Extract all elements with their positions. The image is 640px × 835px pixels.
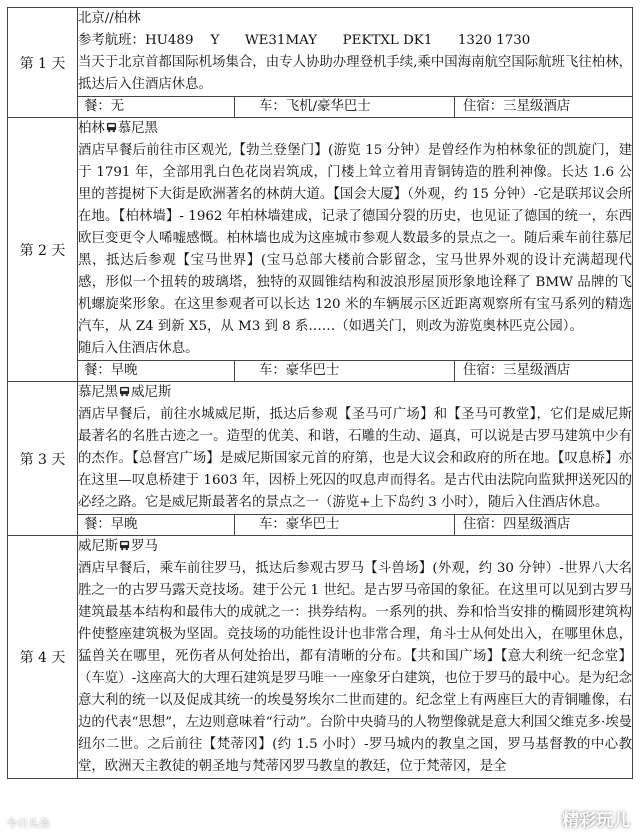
- day-3-route-to: 威尼斯: [131, 385, 172, 400]
- day-4-content-row: [8, 536, 633, 779]
- day-4-description: 酒店早餐后，乘车前往罗马，抵达后参观古罗马【斗兽场】(外观，约 30 分钟）-世界八大名胜之一的古罗马露天竞技场。建于公元 1 世纪。是古罗马帝国的象征。在这里可以见到古罗马建筑最基本结构和最伟大的成就之一：拱券结构。一系列的拱、券和恰当安排的椭圆形建筑构件使整座建筑极为坚固。竞技场的功能性设计也非常合理，角斗士从何处出入，在哪里休息，猛兽关在哪里，死伤者从何处抬出，都有清晰的分布。【共和国广场】【意大利统一纪念堂】（车览）-这座高大的大理石建筑是罗马唯一一座象牙白建筑，也位于罗马的最中心。是为纪念意大利的统一以及促成其统一的埃曼努埃尔二世而建的。纪念堂上有两座巨大的青铜雕像，右边的代表“思想”，左边则意味着“行动”。台阶中央骑马的人物塑像就是意大利国父维克多·埃曼纽尔二世。之后前往【梵蒂冈】(约 1.5 小时）-罗马城内的教皇之国，罗马基督教的中心教堂，欧洲天主教徒的朝圣地与梵蒂冈罗马教皇的教廷，位于梵蒂冈，是全: [78, 561, 632, 774]
- day-3-route-from: 慕尼黑: [78, 385, 119, 400]
- day-1-description: 当天于北京首都国际机场集合，由专人协助办理登机手续,乘中国海南航空国际航班飞往柏林，抵达后入住酒店休息。: [78, 55, 632, 92]
- day-3-content-row: [8, 382, 633, 515]
- day-2-route: [78, 118, 632, 140]
- day-4-route-to: 罗马: [131, 539, 158, 554]
- day-3-label: 第 3 天: [8, 382, 78, 536]
- day-2-closing: 随后入住酒店休息。: [78, 341, 199, 356]
- day-1-content: [78, 8, 633, 97]
- day-2-transport: 车：豪华巴士: [235, 361, 455, 381]
- watermark-left: 今日头条: [6, 817, 50, 830]
- day-3-description: 酒店早餐后，前往水城威尼斯，抵达后参观【圣马可广场】和【圣马可教堂】，它们是威尼斯最著名的名胜古迹之一。造型的优美、和谐，石雕的生动、逼真，可以说是古罗马建筑中少有的杰作。【总督宫广场】是威尼斯国家元首的府第，也是大议会和政府的所在地。【叹息桥】亦在这里—叹息桥建于 1603 年，因桥上死囚的叹息声而得名。是古代由法院向监狱押送死囚的必经之路。它是威尼斯最著名的景点之一（游览+上下岛约 3 小时），随后入住酒店休息。: [78, 407, 632, 510]
- watermark-right: 精彩玩儿: [562, 811, 630, 831]
- day-1-route: 北京//柏林: [78, 11, 141, 26]
- day-4-route: [78, 536, 632, 558]
- day-3-info-row: [8, 515, 633, 536]
- day-4-route-from: 威尼斯: [78, 539, 119, 554]
- day-2-description: 酒店早餐后前往市区观光,【勃兰登堡门】(游览 15 分钟）是曾经作为柏林象征的凯旋门，建于 1791 年，全部用乳白色花岗岩筑成，门楼上耸立着用青铜铸造的胜利神像。长达 1.6 公里的菩提树下大街是欧洲著名的林荫大道。【国会大厦】（外观，约 15 分钟）-它是联邦议会所在地。【柏林墙】- 1962 年柏林墙建成，记录了德国分裂的历史，也见证了德国的统一，东西欧巨变更令人唏嘘感慨。柏林墙也成为这座城市参观人数最多的景点之一。随后乘车前往慕尼黑，抵达后参观【宝马世界】(宝马总部大楼前合影留念，宝马世界外观的设计充满超现代感，形似一个扭转的玻璃塔，独特的双圆锥结构和波浪形屋顶形象地诠释了 BMW 品牌的飞机螺旋桨形象。在这里参观者可以长达 120 米的车辆展示区近距离观察所有宝马系列的精选汽车，从 Z4 到新 X5，从 M3 到 8 系……（如遇关门，则改为游览奥林匹克公园）。: [78, 143, 632, 334]
- itinerary-table: [7, 7, 633, 779]
- day-4-label: 第 4 天: [8, 536, 78, 779]
- day-4-content: [78, 536, 633, 779]
- day-3-transport: 车：豪华巴士: [235, 515, 455, 535]
- day-1-info-row: [8, 97, 633, 118]
- day-2-route-from: 柏林: [78, 121, 105, 136]
- bus-icon: [106, 122, 117, 133]
- day-3-meal: 餐：早晚: [78, 515, 235, 535]
- day-3-hotel: 住宿：四星级酒店: [463, 517, 571, 532]
- day-2-info-row: [8, 361, 633, 382]
- day-1-meal: 餐：无: [78, 97, 235, 117]
- bus-icon: [119, 386, 130, 397]
- day-2-meal: 餐：早晚: [78, 361, 235, 381]
- day-2-hotel: 住宿：三星级酒店: [463, 363, 571, 378]
- day-1-label: 第 1 天: [8, 8, 78, 118]
- day-2-label: 第 2 天: [8, 118, 78, 382]
- day-1-flight-info: 参考航班：HU489 Y WE31MAY PEKTXL DK1 1320 1730: [78, 33, 531, 48]
- day-1-content-row: [8, 8, 633, 97]
- day-3-content: [78, 382, 633, 515]
- day-2-content: [78, 118, 633, 361]
- bus-icon: [119, 540, 130, 551]
- day-3-route: [78, 382, 632, 404]
- day-2-content-row: [8, 118, 633, 361]
- day-1-hotel: 住宿：三星级酒店: [463, 99, 571, 114]
- day-1-transport: 车：飞机/豪华巴士: [235, 97, 455, 117]
- day-2-route-to: 慕尼黑: [117, 121, 158, 136]
